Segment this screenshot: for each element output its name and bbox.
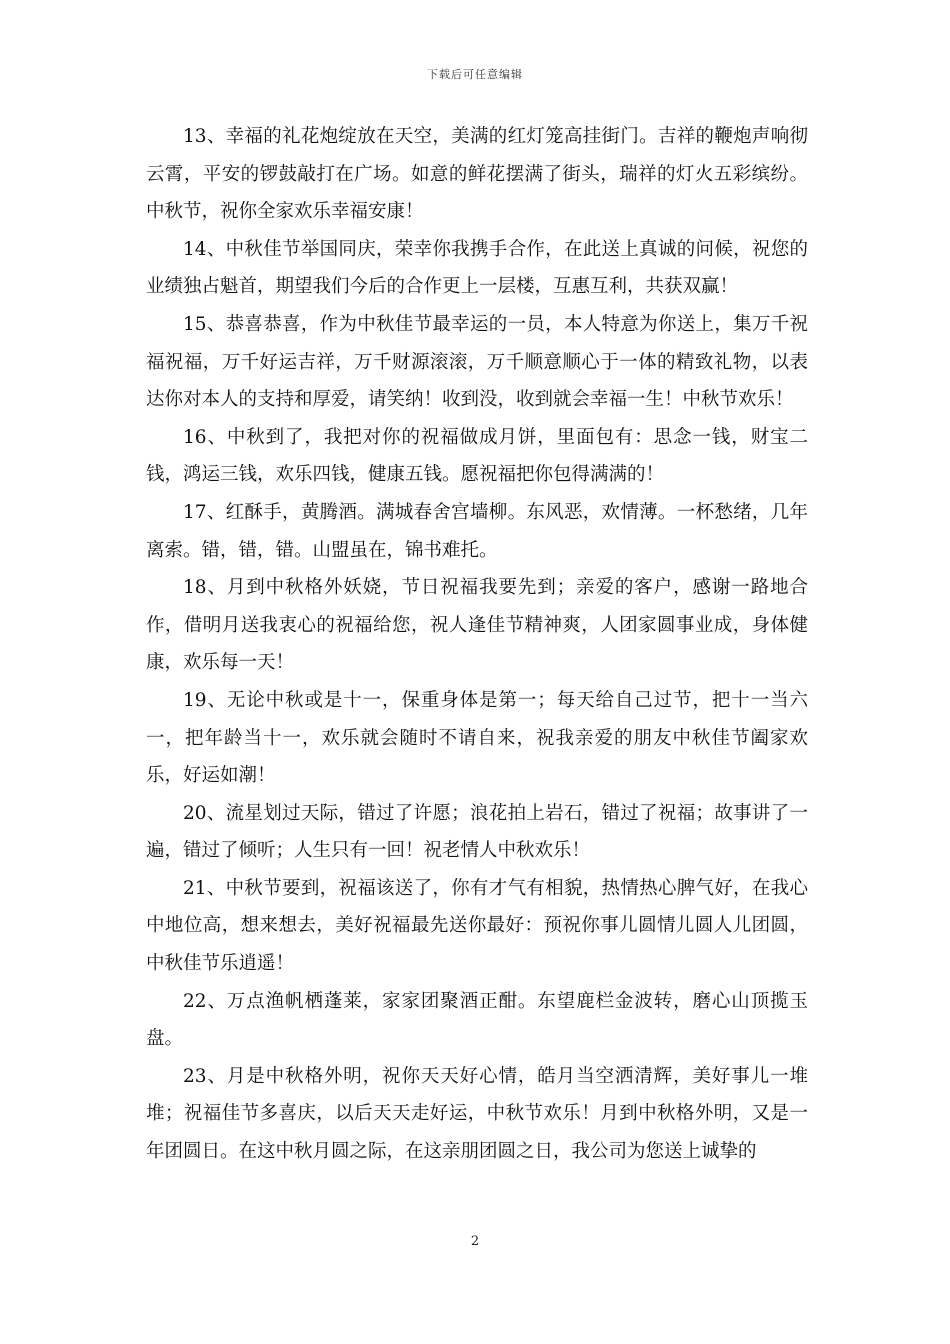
document-body — [146, 118, 808, 1171]
paragraph-22: 22、万点渔帆栖蓬莱，家家团聚酒正酣。东望鹿栏金波转，磨心山顶揽玉盘。 — [146, 990, 808, 1050]
paragraph-16: 16、中秋到了，我把对你的祝福做成月饼，里面包有：思念一钱，财宝二钱，鸿运三钱，欢乐四钱，健康五钱。愿祝福把你包得满满的！ — [146, 426, 808, 486]
paragraph-20: 20、流星划过天际，错过了许愿；浪花拍上岩石，错过了祝福；故事讲了一遍，错过了倾听；人生只有一回！祝老情人中秋欢乐！ — [146, 802, 808, 862]
paragraph-21: 21、中秋节要到，祝福该送了，你有才气有相貌，热情热心脾气好，在我心中地位高，想来想去，美好祝福最先送你最好：预祝你事儿圆情儿圆人儿团圆，中秋佳节乐逍遥！ — [146, 877, 808, 975]
page-number: 2 — [470, 1234, 480, 1249]
paragraph-17: 17、红酥手，黄腾酒。满城春舍宫墙柳。东风恶，欢情薄。一杯愁绪，几年离索。错，错，错。山盟虽在，锦书难托。 — [146, 501, 808, 561]
paragraph-14: 14、中秋佳节举国同庆，荣幸你我携手合作，在此送上真诚的问候，祝您的业绩独占魁首，期望我们今后的合作更上一层楼，互惠互利，共获双赢！ — [146, 238, 808, 298]
paragraph-15: 15、恭喜恭喜，作为中秋佳节最幸运的一员，本人特意为你送上，集万千祝福祝福，万千好运吉祥，万千财源滚滚，万千顺意顺心于一体的精致礼物，以表达你对本人的支持和厚爱，请笑纳！收到没，收到就会幸福一生！中秋节欢乐！ — [146, 313, 808, 411]
paragraph-13: 13、幸福的礼花炮绽放在天空，美满的红灯笼高挂街门。吉祥的鞭炮声响彻云霄，平安的锣鼓敲打在广场。如意的鲜花摆满了街头，瑞祥的灯火五彩缤纷。中秋节，祝你全家欢乐幸福安康！ — [146, 126, 808, 223]
paragraph-23: 23、月是中秋格外明，祝你天天好心情，皓月当空洒清辉，美好事儿一堆堆；祝福佳节多喜庆，以后天天走好运，中秋节欢乐！月到中秋格外明，又是一年团圆日。在这中秋月圆之际，在这亲朋团圆之日，我公司为您送上诚挚的 — [146, 1065, 808, 1163]
paragraph-19: 19、无论中秋或是十一，保重身体是第一；每天给自己过节，把十一当六一，把年龄当十一，欢乐就会随时不请自来，祝我亲爱的朋友中秋佳节阖家欢乐，好运如潮！ — [146, 689, 808, 787]
page-header: 下载后可任意编辑 — [427, 68, 523, 81]
paragraph-18: 18、月到中秋格外妖娆，节日祝福我要先到；亲爱的客户，感谢一路地合作，借明月送我衷心的祝福给您，祝人逢佳节精神爽，人团家圆事业成，身体健康，欢乐每一天！ — [146, 577, 808, 674]
